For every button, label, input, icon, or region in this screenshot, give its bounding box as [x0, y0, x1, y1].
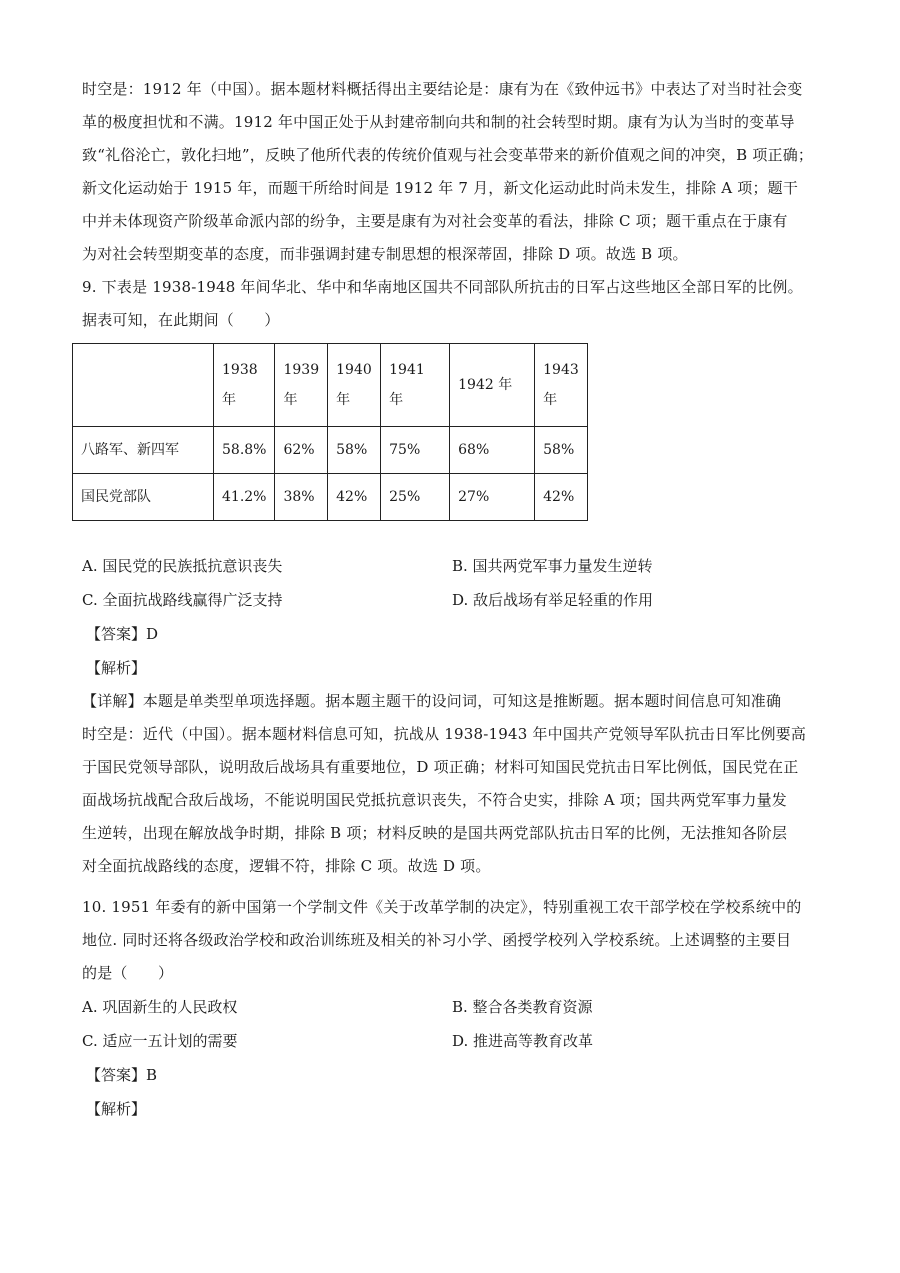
table-header-cell: 1938 年: [214, 344, 275, 427]
table-row-label: 国民党部队: [73, 474, 214, 521]
table-cell: 25%: [381, 474, 450, 521]
table-header-cell: 1940 年: [328, 344, 381, 427]
question-stem: 9. 下表是 1938-1948 年间华北、华中和华南地区国共不同部队所抗击的日军占这些地区全部日军的比例。: [82, 278, 803, 296]
text-line: 新文化运动始于 1915 年，而题干所给时间是 1912 年 7 月，新文化运动此时尚未发生，排除 A 项；题干: [82, 179, 799, 197]
options-row: [82, 990, 822, 1024]
analysis-label: 【解析】: [86, 659, 147, 677]
option-d: D. 敌后战场有举足轻重的作用: [452, 591, 654, 609]
table-cell: 58%: [535, 427, 588, 474]
table-row: [73, 427, 588, 474]
table-cell: 42%: [535, 474, 588, 521]
table-header-cell: 1941 年: [381, 344, 450, 427]
question-stem: 据表可知，在此期间（ ）: [82, 311, 280, 329]
table-cell: 27%: [450, 474, 535, 521]
option-b: B. 整合各类教育资源: [452, 998, 593, 1016]
text-line: 对全面抗战路线的态度，逻辑不符，排除 C 项。故选 D 项。: [82, 857, 491, 875]
question-stem: 的是（ ）: [82, 964, 174, 982]
option-d: D. 推进高等教育改革: [452, 1032, 594, 1050]
document-page: [82, 73, 822, 1126]
text-line: 【详解】本题是单类型单项选择题。据本题主题干的设问词，可知这是推断题。据本题时间信息可知准确: [82, 692, 782, 710]
options-row: [82, 583, 822, 617]
ratio-table: [72, 343, 588, 521]
table-row: [73, 474, 588, 521]
text-line: 生逆转，出现在解放战争时期，排除 B 项；材料反映的是国共两党部队抗击日军的比例，无法推知各阶层: [82, 824, 788, 842]
answer-label: 【答案】B: [86, 1066, 158, 1084]
q8-analysis-continuation: [82, 73, 822, 271]
detail-explanation: [82, 685, 822, 883]
question-stem: 地位. 同时还将各级政治学校和政治训练班及相关的补习小学、函授学校列入学校系统。上述调整的主要目: [82, 931, 792, 949]
text-line: 时空是：1912 年（中国）。据本题材料概括得出主要结论是：康有为在《致仲远书》中表达了对当时社会变: [82, 80, 803, 98]
table-row-label: 八路军、新四军: [73, 427, 214, 474]
table-cell: 42%: [328, 474, 381, 521]
table-header-row: [73, 344, 588, 427]
answer-label: 【答案】D: [86, 625, 159, 643]
table-header-cell: 1942 年: [450, 344, 535, 427]
text-line: 为对社会转型期变革的态度，而非强调封建专制思想的根深蒂固，排除 D 项。故选 B 项。: [82, 245, 688, 263]
text-line: 时空是：近代（中国）。据本题材料信息可知，抗战从 1938-1943 年中国共产党领导军队抗击日军比例要高: [82, 725, 807, 743]
text-line: 致“礼俗沦亡，敦化扫地”，反映了他所代表的传统价值观与社会变革带来的新价值观之间的冲突，B 项正确；: [82, 146, 814, 164]
question-stem: 10. 1951 年委有的新中国第一个学制文件《关于改革学制的决定》，特别重视工农干部学校在学校系统中的: [82, 898, 802, 916]
table-cell: 58.8%: [214, 427, 275, 474]
option-c: C. 适应一五计划的需要: [82, 1032, 238, 1050]
table-header-cell: 1939 年: [275, 344, 328, 427]
table-cell: 38%: [275, 474, 328, 521]
table-header-cell: 1943 年: [535, 344, 588, 427]
text-line: 中并未体现资产阶级革命派内部的纷争，主要是康有为对社会变革的看法，排除 C 项；题干重点在于康有: [82, 212, 788, 230]
option-c: C. 全面抗战路线赢得广泛支持: [82, 591, 283, 609]
table-cell: 68%: [450, 427, 535, 474]
table-cell: 75%: [381, 427, 450, 474]
options-row: [82, 549, 822, 583]
option-a: A. 国民党的民族抵抗意识丧失: [82, 557, 283, 575]
table-header-cell: [73, 344, 214, 427]
text-line: 革的极度担忧和不满。1912 年中国正处于从封建帝制向共和制的社会转型时期。康有为认为当时的变革导: [82, 113, 795, 131]
question-10: [82, 891, 822, 1126]
table-cell: 62%: [275, 427, 328, 474]
analysis-label: 【解析】: [86, 1100, 147, 1118]
table-cell: 41.2%: [214, 474, 275, 521]
text-line: 面战场抗战配合敌后战场，不能说明国民党抵抗意识丧失，不符合史实，排除 A 项；国共两党军事力量发: [82, 791, 787, 809]
text-line: 于国民党领导部队，说明敌后战场具有重要地位，D 项正确；材料可知国民党抗击日军比例低，国民党在正: [82, 758, 799, 776]
question-9: [82, 271, 822, 883]
options-row: [82, 1024, 822, 1058]
table-cell: 58%: [328, 427, 381, 474]
option-a: A. 巩固新生的人民政权: [82, 998, 238, 1016]
option-b: B. 国共两党军事力量发生逆转: [452, 557, 653, 575]
